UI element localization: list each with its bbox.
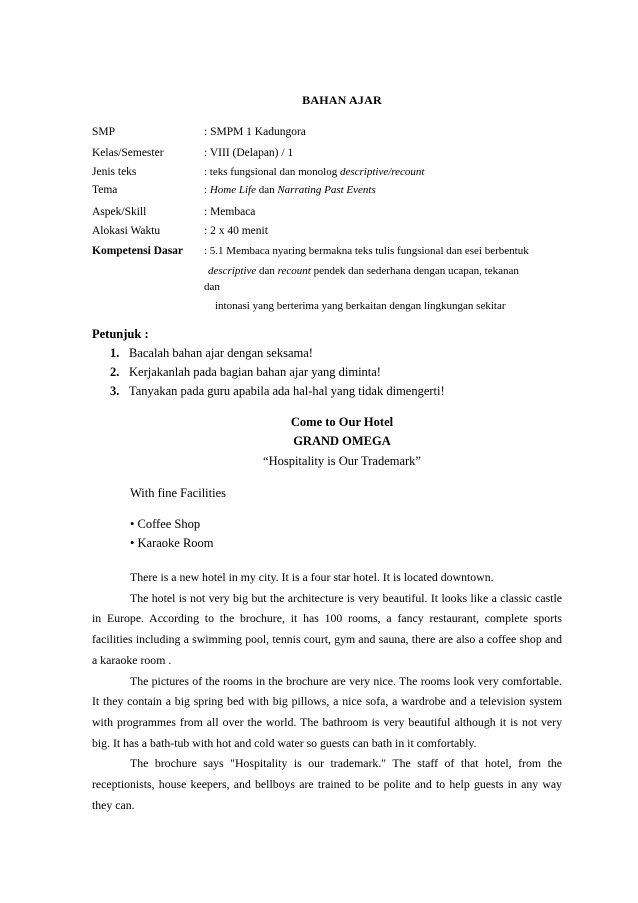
meta-row-kelas <box>92 147 572 165</box>
meta-value: : SMPM 1 Kadungora <box>204 126 306 138</box>
meta-key: Jenis teks <box>92 166 137 178</box>
paragraph: The hotel is not very big but the architecture is very beautiful. It looks like a classic castle in Europe. According to the brochure, it has 100 rooms, a fancy restaurant, complete sports facilities including a swimming pool, tennis court, gym and sauna, there are also a coffee shop and a karaoke room . <box>92 590 562 667</box>
step-text: Bacalah bahan ajar dengan seksama! <box>129 346 313 360</box>
step-text: Kerjakanlah pada bagian bahan ajar yang diminta! <box>129 365 381 379</box>
kd-italic: descriptive <box>208 265 257 277</box>
step-text: Tanyakan pada guru apabila ada hal-hal yang tidak dimengerti! <box>129 384 445 398</box>
document-title: BAHAN AJAR <box>302 93 382 107</box>
meta-row-tema <box>92 184 572 202</box>
meta-key: Tema <box>92 184 118 196</box>
step-number: 1. <box>110 346 120 360</box>
meta-row-alokasi <box>92 225 572 243</box>
meta-value-text: : teks fungsional dan monolog <box>204 166 340 178</box>
meta-row-jenis-teks <box>92 166 572 184</box>
meta-value-italic: descriptive/recount <box>339 166 425 178</box>
meta-key: SMP <box>92 126 116 138</box>
kd-text: dan <box>256 265 278 277</box>
facility-item: • Karaoke Room <box>130 536 214 550</box>
meta-value-text: dan <box>255 184 278 196</box>
step-number: 2. <box>110 365 120 379</box>
step-item <box>110 384 445 399</box>
meta-key: Kelas/Semester <box>92 147 164 159</box>
meta-value: : 2 x 40 menit <box>204 225 268 237</box>
meta-row-kompetensi <box>92 245 572 263</box>
step-item <box>110 365 381 380</box>
kompetensi-line-3: dan <box>204 281 220 293</box>
hotel-slogan: “Hospitality is Our Trademark” <box>263 454 421 468</box>
hotel-name: GRAND OMEGA <box>293 434 391 448</box>
meta-key: Aspek/Skill <box>92 206 147 218</box>
meta-value: : Membaca <box>204 206 256 218</box>
body-text <box>92 567 562 815</box>
meta-value: : 5.1 Membaca nyaring bermakna teks tulis fungsional dan esei berbentuk <box>204 245 529 257</box>
step-item <box>110 346 313 361</box>
petunjuk-heading: Petunjuk : <box>92 327 149 341</box>
kd-text: pendek dan sederhana dengan ucapan, tekanan <box>310 265 519 277</box>
kd-italic: recount <box>277 265 311 277</box>
meta-value-italic: Home Life <box>209 184 256 196</box>
meta-value <box>204 166 424 178</box>
meta-row-aspek <box>92 206 572 224</box>
facility-item: • Coffee Shop <box>130 517 201 531</box>
meta-value-italic: Narrating Past Events <box>277 184 376 196</box>
kompetensi-line-2 <box>208 265 519 277</box>
paragraph: The pictures of the rooms in the brochure are very nice. The rooms look very comfortable. It they contain a big spring bed with big pillows, a nice sofa, a wardrobe and a television system with programmes from all over the world. The bathroom is very beautiful although it is not very big. It has a bath-tub with hot and cold water so guests can bath in it comfortably. <box>92 673 562 750</box>
meta-value-text: : <box>204 184 210 196</box>
meta-row-smp <box>92 126 572 144</box>
hotel-invite: Come to Our Hotel <box>290 415 394 429</box>
facilities-intro: With fine Facilities <box>130 486 227 500</box>
meta-value: : VIII (Delapan) / 1 <box>204 147 294 159</box>
paragraph: There is a new hotel in my city. It is a four star hotel. It is located downtown. <box>130 570 494 584</box>
kompetensi-line-4: intonasi yang berterima yang berkaitan dengan lingkungan sekitar <box>215 300 506 312</box>
meta-key: Kompetensi Dasar <box>92 245 184 257</box>
meta-value <box>204 184 376 196</box>
meta-key: Alokasi Waktu <box>92 225 161 237</box>
step-number: 3. <box>110 384 120 398</box>
paragraph: The brochure says "Hospitality is our trademark." The staff of that hotel, from the receptionists, house keepers, and bellboys are trained to be polite and to help guests in any way they can. <box>92 756 562 812</box>
